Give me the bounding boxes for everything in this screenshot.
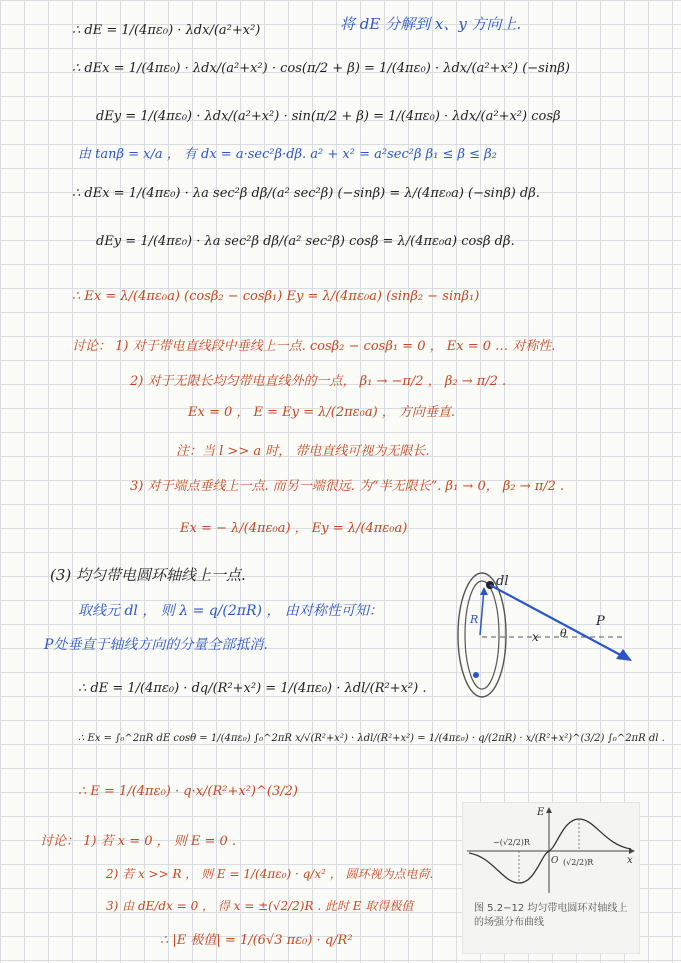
discussion-2-result: Ex = 0 ， E = Ey = λ/(2πε₀a) ， 方向垂直.	[188, 405, 456, 420]
field-curve-plot	[463, 803, 639, 899]
line-dE: ∴ dE = 1/(4πε₀) · λdx/(a²+x²)	[72, 23, 261, 38]
line-dEx: ∴ dEx = 1/(4πε₀) · λdx/(a²+x²) · cos(π/2 + β) = 1/(4πε₀) · λdx/(a²+x²) (−sinβ)	[72, 61, 570, 76]
line-substitution: 由 tanβ = x/a ， 有 dx = a·sec²β·dβ. a² + x² = a²sec²β β₁ ≤ β ≤ β₂	[78, 147, 497, 162]
ring-inner	[465, 581, 499, 689]
radius-arrowhead	[480, 587, 488, 595]
radius-line	[480, 589, 484, 635]
ring-discussion-3: 3) 由 dE/dx = 0 ， 得 x = ±(√2/2)R . 此时 E 取得极值	[106, 899, 414, 913]
field-distribution-graph	[462, 802, 640, 954]
section-ring-title: (3) 均匀带电圆环轴线上一点.	[50, 566, 246, 584]
graph-pos-tick-label: (√2/2)R	[563, 858, 594, 867]
line-dEy-beta: dEy = 1/(4πε₀) · λa sec²β dβ/(a² sec²β) cosβ = λ/(4πε₀a) cosβ dβ.	[96, 234, 515, 249]
discussion-1: 讨论： 1) 对于带电直线段中垂线上一点. cosβ₂ − cosβ₁ = 0 ， Ex = 0 … 对称性.	[72, 339, 556, 354]
line-Ex-Ey-result: ∴ Ex = λ/(4πε₀a) (cosβ₂ − cosβ₁) Ey = λ/(4πε₀a) (sinβ₂ − sinβ₁)	[72, 289, 480, 304]
graph-E-label: E	[537, 807, 545, 818]
graph-caption: 图 5.2−12 均匀带电圆环对轴线上的场强分布曲线	[474, 903, 628, 928]
ring-label-P: P	[596, 614, 605, 629]
line-ring-dE: ∴ dE = 1/(4πε₀) · dq/(R²+x²) = 1/(4πε₀) · λdl/(R²+x²) .	[78, 681, 427, 696]
ring-label-theta: θ	[560, 627, 567, 640]
note-decompose: 将 dE 分解到 x、y 方向上.	[340, 15, 522, 33]
line-ring-Ex-integral: ∴ Ex = ∫₀^2πR dE cosθ = 1/(4πε₀) ∫₀^2πR x/√(R²+x²) · λdl/(R²+x²) = 1/(4πε₀) · q/(2πR) · x/(R²+x²)^(3/2) ∫₀^2πR dl .	[78, 733, 665, 744]
discussion-2: 2) 对于无限长均匀带电直线外的一点， β₁ → −π/2 ， β₂ → π/2 .	[130, 374, 507, 389]
line-dEx-beta: ∴ dEx = 1/(4πε₀) · λa sec²β dβ/(a² sec²β) (−sinβ) = λ/(4πε₀a) (−sinβ) dβ.	[72, 186, 540, 201]
ring-diagram	[440, 565, 660, 700]
discussion-note: 注：当 l >> a 时， 带电直线可视为无限长.	[176, 444, 430, 459]
ring-label-R: R	[470, 613, 479, 626]
lower-point	[473, 672, 479, 678]
ring-discussion-1: 讨论： 1) 若 x = 0 ， 则 E = 0 .	[40, 834, 237, 849]
ring-label-dl: dl	[496, 574, 509, 589]
ring-discussion-2: 2) 若 x >> R ， 则 E = 1/(4πε₀) · q/x² ， 圆环视为点电荷.	[106, 867, 434, 881]
line-cancel: P处垂直于轴线方向的分量全部抵消.	[44, 637, 268, 653]
line-dEy: dEy = 1/(4πε₀) · λdx/(a²+x²) · sin(π/2 + β) = 1/(4πε₀) · λdx/(a²+x²) cosβ	[96, 109, 561, 124]
graph-neg-tick-label: −(√2/2)R	[493, 838, 530, 847]
discussion-3: 3) 对于端点垂线上一点. 而另一端很远. 为“半无限长”. β₁ → 0， β₂ → π/2 .	[130, 479, 565, 494]
graph-E-arrowhead	[546, 807, 552, 813]
ring-discussion-extremum: ∴ |E 极值| = 1/(6√3 πε₀) · q/R²	[160, 933, 353, 948]
line-ring-E: ∴ E = 1/(4πε₀) · q·x/(R²+x²)^(3/2)	[78, 784, 298, 799]
ring-label-x: x	[532, 630, 539, 644]
line-take-dl: 取线元 dl ， 则 λ = q/(2πR) ， 由对称性可知：	[78, 603, 383, 619]
graph-x-label: x	[627, 855, 633, 866]
discussion-3-result: Ex = − λ/(4πε₀a) ， Ey = λ/(4πε₀a)	[180, 521, 408, 536]
graph-O-label: O	[551, 856, 559, 866]
field-direction-arrow	[490, 585, 628, 659]
